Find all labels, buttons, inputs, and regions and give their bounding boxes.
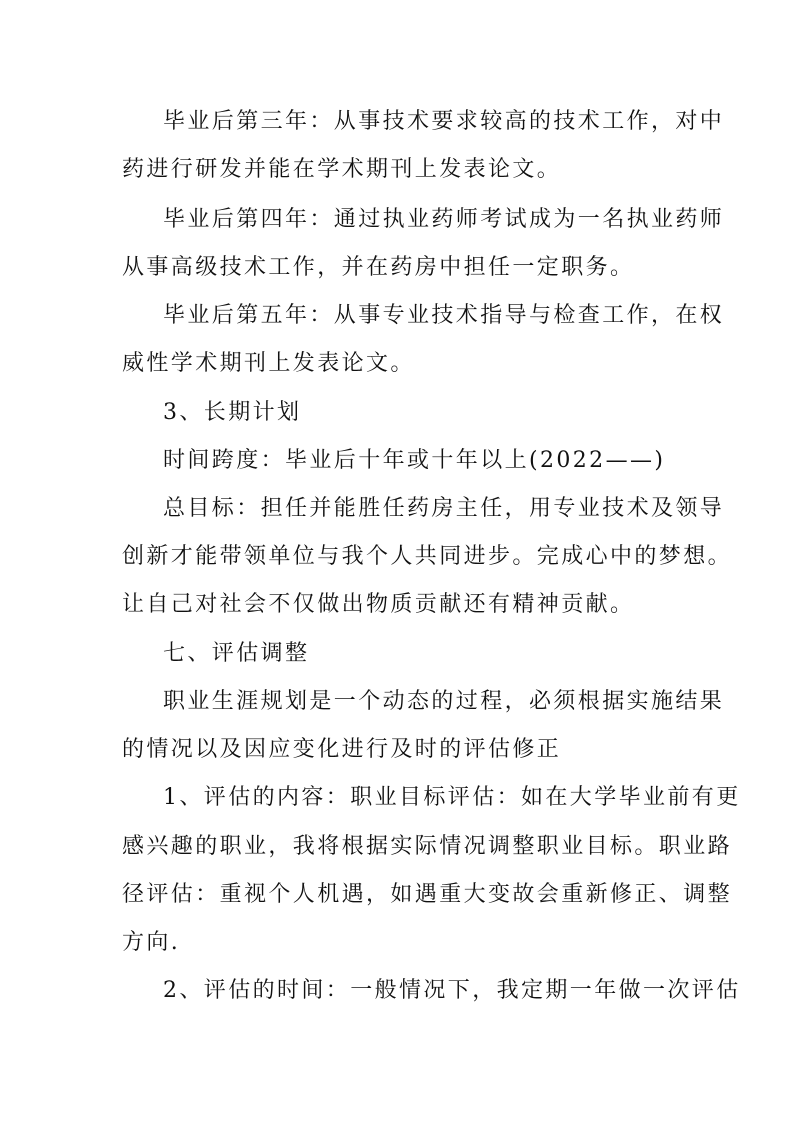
paragraph-eval-content-line-4: 方向.: [122, 930, 181, 955]
paragraph-3-line-1: 毕业后第五年：从事专业技术指导与检查工作，在权: [163, 303, 725, 328]
section-heading-evaluation-adjustment: 七、评估调整: [163, 641, 310, 666]
paragraph-goal-line-2: 创新才能带领单位与我个人共同进步。完成心中的梦想。: [122, 544, 733, 569]
paragraph-eval-content-line-1: 1、评估的内容：职业目标评估：如在大学毕业前有更: [163, 785, 741, 810]
paragraph-eval-content-line-2: 感兴趣的职业，我将根据实际情况调整职业目标。职业路: [122, 834, 733, 859]
paragraph-time-span: 时间跨度：毕业后十年或十年以上(2022——): [163, 448, 666, 473]
paragraph-3-line-2: 威性学术期刊上发表论文。: [122, 351, 415, 376]
section-heading-long-term-plan: 3、长期计划: [163, 400, 302, 425]
paragraph-1-line-2: 药进行研发并能在学术期刊上发表论文。: [122, 157, 562, 182]
paragraph-2-line-2: 从事高级技术工作，并在药房中担任一定职务。: [122, 255, 635, 280]
paragraph-2-line-1: 毕业后第四年：通过执业药师考试成为一名执业药师: [163, 207, 725, 232]
paragraph-goal-line-3: 让自己对社会不仅做出物质贡献还有精神贡献。: [122, 592, 635, 617]
paragraph-career-plan-line-2: 的情况以及因应变化进行及时的评估修正: [122, 737, 562, 762]
paragraph-goal-line-1: 总目标：担任并能胜任药房主任，用专业技术及领导: [163, 496, 725, 521]
paragraph-eval-time-line-1: 2、评估的时间：一般情况下，我定期一年做一次评估: [163, 978, 741, 1003]
paragraph-eval-content-line-3: 径评估：重视个人机遇，如遇重大变故会重新修正、调整: [122, 882, 733, 907]
paragraph-1-line-1: 毕业后第三年：从事技术要求较高的技术工作，对中: [163, 109, 725, 134]
paragraph-career-plan-line-1: 职业生涯规划是一个动态的过程，必须根据实施结果: [163, 689, 725, 714]
